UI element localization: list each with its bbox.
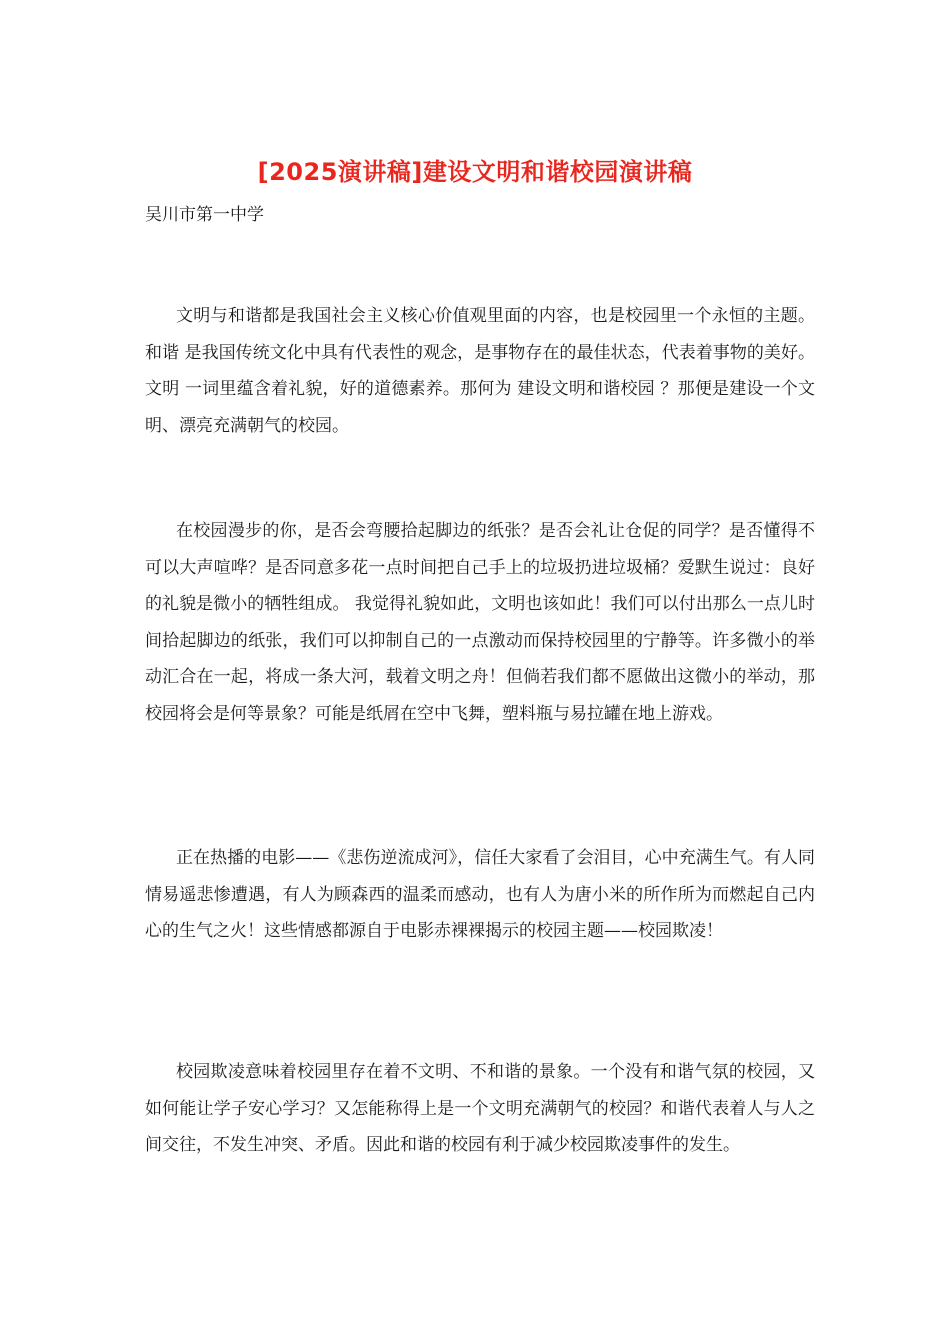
paragraph-3: 正在热播的电影——《悲伤逆流成河》，信任大家看了会泪目，心中充满生气。有人同情易遥悲惨遭遇，有人为顾森西的温柔而感动，也有人为唐小米的所作所为而燃起自己内心的生气之火！这些情感都源自于电影赤裸裸揭示的校园主题——校园欺凌！ [145, 848, 815, 941]
author-school: 吴川市第一中学 [145, 205, 264, 225]
paragraph-2: 在校园漫步的你，是否会弯腰拾起脚边的纸张？是否会礼让仓促的同学？是否懂得不可以大声喧哗？是否同意多花一点时间把自己手上的垃圾扔进垃圾桶？爱默生说过：良好的礼貌是微小的牺牲组成。 我觉得礼貌如此，文明也该如此！我们可以付出那么一点儿时间拾起脚边的纸张，我们可以抑制自己的一点激动而保持校园里的宁静等。许多微小的举动汇合在一起，将成一条大河，载着文明之舟！但倘若我们都不愿做出这微小的举动，那校园将会是何等景象？可能是纸屑在空中飞舞，塑料瓶与易拉罐在地上游戏。 [145, 521, 815, 724]
document-title: [2025演讲稿]建设文明和谐校园演讲稿 [257, 158, 693, 186]
paragraph-4: 校园欺凌意味着校园里存在着不文明、不和谐的景象。一个没有和谐气氛的校园，又如何能让学子安心学习？又怎能称得上是一个文明充满朝气的校园？和谐代表着人与人之间交往，不发生冲突、矛盾。因此和谐的校园有利于减少校园欺凌事件的发生。 [145, 1062, 815, 1155]
paragraph-1: 文明与和谐都是我国社会主义核心价值观里面的内容，也是校园里一个永恒的主题。 和谐 是我国传统文化中具有代表性的观念，是事物存在的最佳状态，代表着事物的美好。 文明 一词里蕴含着礼貌，好的道德素养。那何为 建设文明和谐校园 ？那便是建设一个文明、漂亮充满朝气的校园。 [145, 306, 815, 436]
